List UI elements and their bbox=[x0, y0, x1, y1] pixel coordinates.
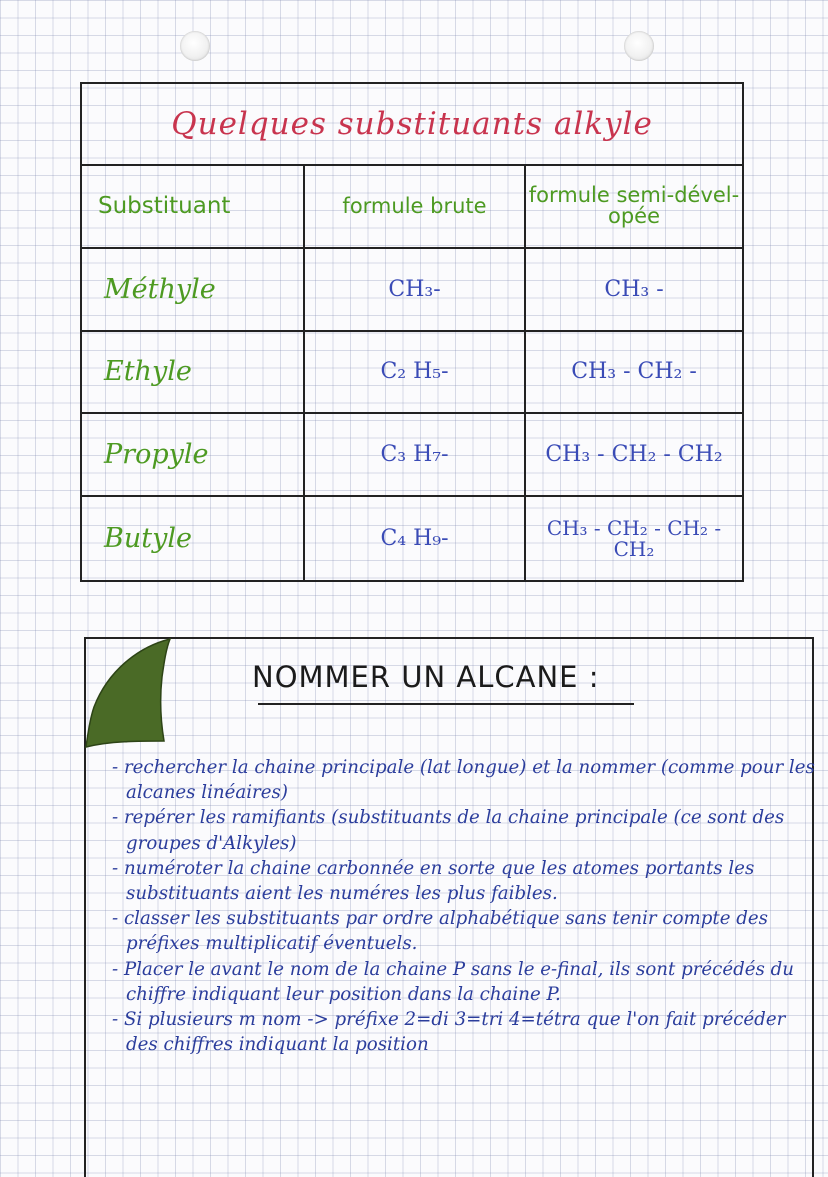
row-brute-methyle: CH₃- bbox=[305, 249, 526, 332]
row-name-methyle: Méthyle bbox=[82, 249, 305, 332]
list-item: - numéroter la chaine carbonnée en sorte que les atomes portants les substituants aient les numéres les plus faibles. bbox=[112, 856, 818, 906]
row-brute-butyle: C₄ H₉- bbox=[305, 497, 526, 580]
list-item: - repérer les ramifiants (substituants de la chaine principale (ce sont des groupes d'Alkyles) bbox=[112, 805, 818, 855]
naming-rules-list bbox=[112, 755, 818, 1057]
list-item: - Placer le avant le nom de la chaine P sans le e-final, ils sont précédés du chiffre indiquant leur position dans la chaine P. bbox=[112, 957, 818, 1007]
binder-hole-right bbox=[624, 31, 654, 61]
note-heading: NOMMER UN ALCANE : bbox=[252, 660, 600, 694]
header-substituant: Substituant bbox=[82, 166, 305, 249]
row-name-ethyle: Ethyle bbox=[82, 332, 305, 415]
header-formule-semi-developpee: formule semi-dével-opée bbox=[526, 166, 742, 249]
alkyl-substituents-table bbox=[80, 82, 744, 582]
list-item: - rechercher la chaine principale (lat longue) et la nommer (comme pour les alcanes linéaires) bbox=[112, 755, 818, 805]
row-semi-ethyle: CH₃ - CH₂ - bbox=[526, 332, 742, 415]
table-title-row bbox=[82, 84, 742, 166]
row-brute-ethyle: C₂ H₅- bbox=[305, 332, 526, 415]
list-item: - Si plusieurs m nom -> préfixe 2=di 3=tri 4=tétra que l'on fait précéder des chiffres indiquant la position bbox=[112, 1007, 818, 1057]
table-title: Quelques substituants alkyle bbox=[171, 106, 653, 142]
row-semi-propyle: CH₃ - CH₂ - CH₂ bbox=[526, 414, 742, 497]
header-formule-brute: formule brute bbox=[305, 166, 526, 249]
heading-underline bbox=[258, 703, 634, 705]
row-semi-methyle: CH₃ - bbox=[526, 249, 742, 332]
list-item: - classer les substituants par ordre alphabétique sans tenir compte des préfixes multiplicatif éventuels. bbox=[112, 906, 818, 956]
row-name-butyle: Butyle bbox=[82, 497, 305, 580]
row-name-propyle: Propyle bbox=[82, 414, 305, 497]
table-grid bbox=[82, 166, 742, 580]
leaf-corner-icon bbox=[82, 637, 174, 749]
row-brute-propyle: C₃ H₇- bbox=[305, 414, 526, 497]
row-semi-butyle: CH₃ - CH₂ - CH₂ - CH₂ bbox=[546, 515, 722, 561]
binder-hole-left bbox=[180, 31, 210, 61]
